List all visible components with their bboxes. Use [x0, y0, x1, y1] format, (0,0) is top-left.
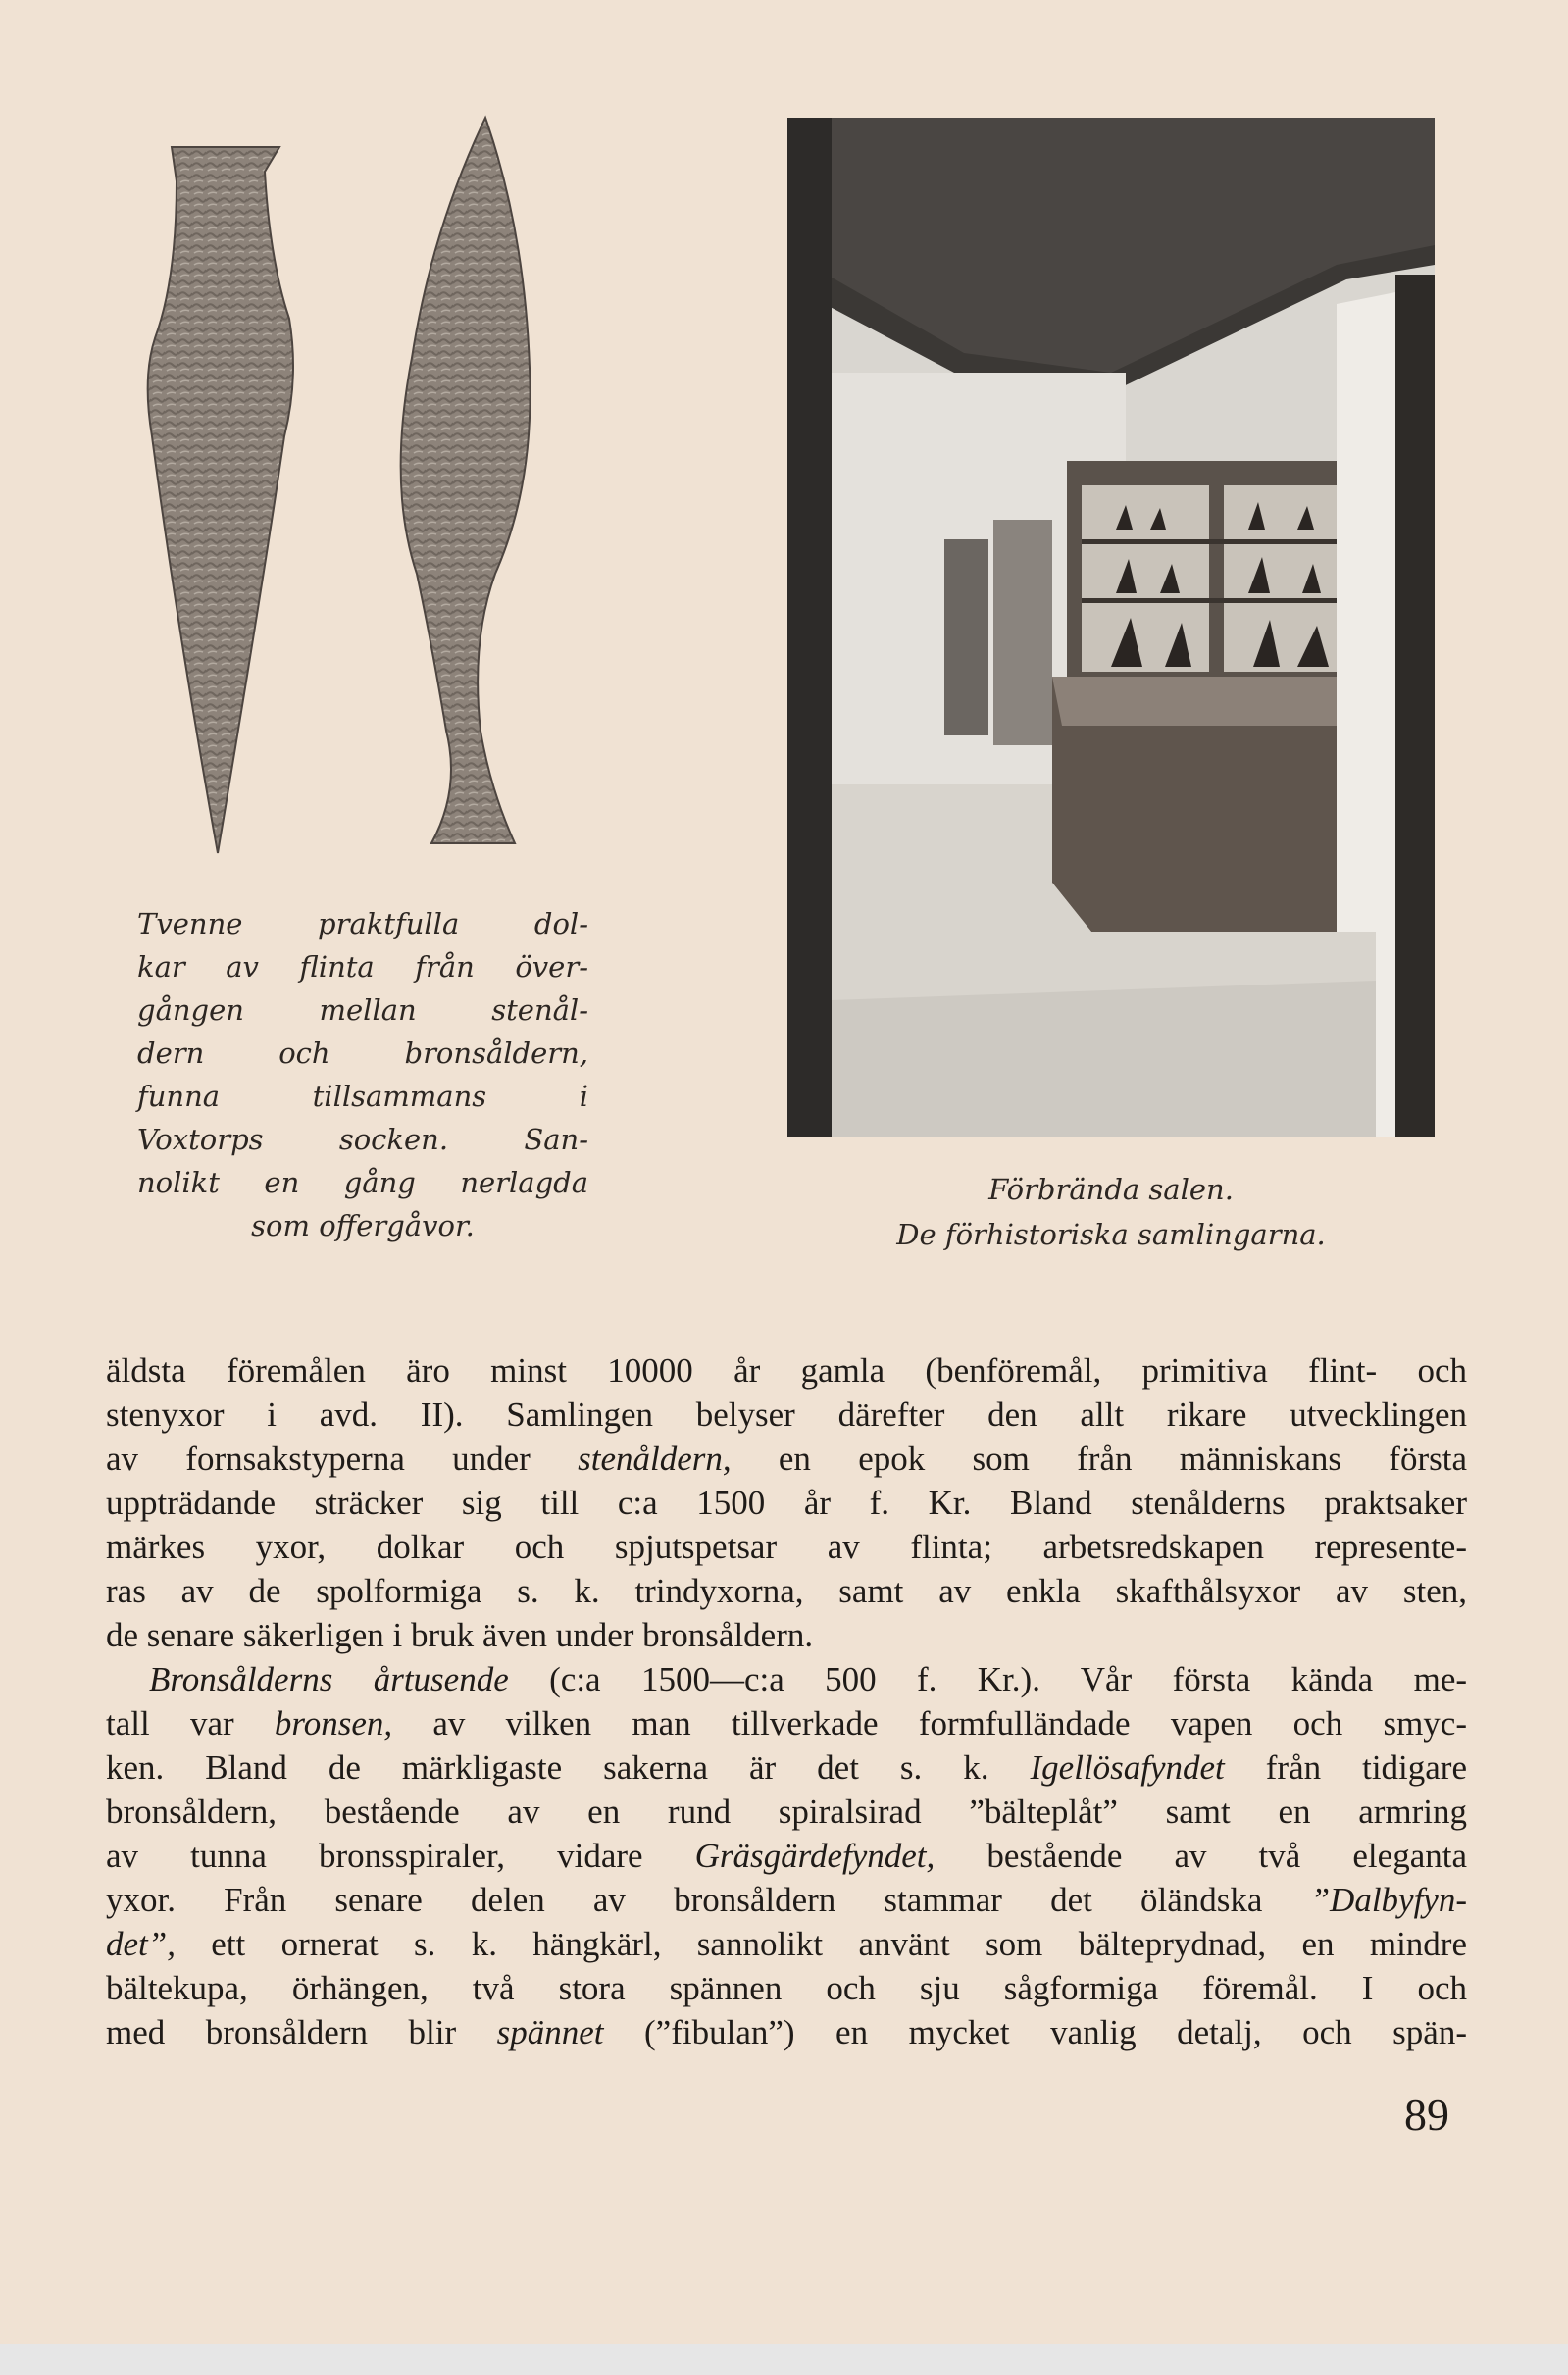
flint-daggers-illustration [137, 113, 598, 868]
dagger-right [401, 118, 531, 843]
photo-caption-line-2: De förhistoriska samlingarna. [896, 1218, 1326, 1251]
text-line: med bronsåldern blir spännet (”fibulan”) en mycket vanlig detalj, och spän- [106, 2013, 1467, 2051]
text-line: Bronsålderns årtusende (c:a 1500—c:a 500 f. Kr.). Vår första kända me- [149, 1660, 1468, 1698]
caption-line: gången mellan stenål- [137, 993, 588, 1027]
text-line: de senare säkerligen i bruk även under bronsåldern. [106, 1616, 814, 1654]
photo-caption-line-1: Förbrända salen. [988, 1173, 1234, 1206]
caption-line: Tvenne praktfulla dol- [137, 907, 588, 940]
text-line: märkes yxor, dolkar och spjutspetsar av flinta; arbetsredskapen represente- [106, 1528, 1467, 1566]
caption-line: funna tillsammans i [137, 1080, 588, 1113]
text-line: av fornsakstyperna under stenåldern, en epok som från människans första [106, 1440, 1467, 1478]
scan-margin [0, 2344, 1568, 2375]
museum-hall-photo [787, 118, 1435, 1137]
text-line: ras av de spolformiga s. k. trindyxorna, samt av enkla skafthålsyxor av sten, [106, 1572, 1467, 1610]
text-line: uppträdande sträcker sig till c:a 1500 år f. Kr. Bland stenålderns praktsaker [106, 1484, 1467, 1522]
text-line: äldsta föremålen äro minst 10000 år gamla (benföremål, primitiva flint- och [106, 1351, 1467, 1390]
caption-line: nolikt en gång nerlagda [137, 1166, 588, 1199]
text-line: ken. Bland de märkligaste sakerna är det s. k. Igellösafyndet från tidigare [106, 1748, 1467, 1787]
dagger-caption [137, 902, 588, 1247]
text-line: det”, ett ornerat s. k. hängkärl, sannolikt använt som bälteprydnad, en mindre [106, 1925, 1467, 1963]
body-paragraphs [106, 1348, 1467, 2054]
caption-line: Voxtorps socken. San- [137, 1123, 588, 1156]
text-line: av tunna bronsspiraler, vidare Gräsgärdefyndet, bestående av två eleganta [106, 1837, 1467, 1875]
text-line: bältekupa, örhängen, två stora spännen och sju sågformiga föremål. I och [106, 1969, 1467, 2007]
text-line: stenyxor i avd. II). Samlingen belyser därefter den allt rikare utvecklingen [106, 1395, 1467, 1434]
text-line: bronsåldern, bestående av en rund spiralsirad ”bälteplåt” samt en armring [106, 1793, 1467, 1831]
caption-line: som offergåvor. [251, 1209, 475, 1242]
text-line: tall var bronsen, av vilken man tillverkade formfulländade vapen och smyc- [106, 1704, 1467, 1743]
caption-line: kar av flinta från över- [137, 950, 588, 984]
text-line: yxor. Från senare delen av bronsåldern stammar det öländska ”Dalbyfyn- [106, 1881, 1467, 1919]
dagger-left [148, 147, 293, 853]
page-number: 89 [1404, 2090, 1449, 2140]
photo-caption [787, 1167, 1435, 1257]
caption-line: dern och bronsåldern, [137, 1036, 588, 1070]
